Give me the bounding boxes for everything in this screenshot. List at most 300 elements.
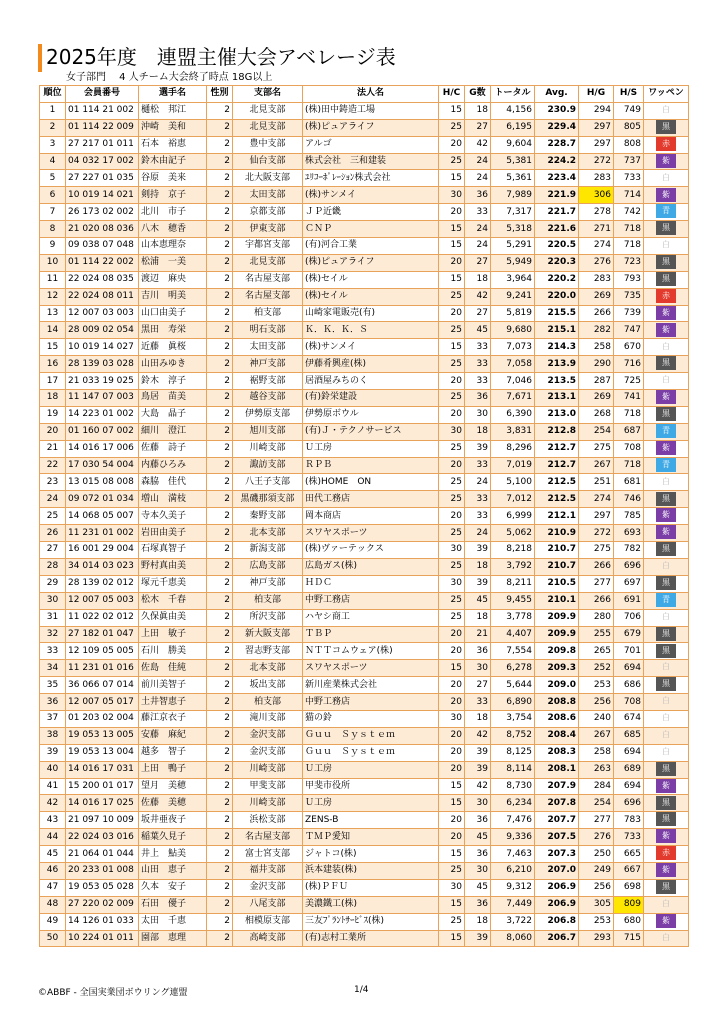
- average-cell: 220.5: [535, 238, 579, 255]
- gender-cell: 2: [207, 271, 233, 288]
- wappen-badge: 紫: [656, 863, 676, 877]
- total-cell: 3,964: [491, 271, 535, 288]
- high-game-cell: 268: [579, 406, 614, 423]
- wappen-badge: 赤: [656, 289, 676, 303]
- high-series-cell: 742: [614, 204, 644, 221]
- player-name-cell: 樋松 邦江: [139, 102, 207, 119]
- branch-cell: 太田支部: [233, 187, 303, 204]
- company-cell: (株)田中鋳造工場: [303, 102, 439, 119]
- wappen-cell: [644, 879, 689, 896]
- player-name-cell: 園部 恵理: [139, 930, 207, 947]
- handicap-cell: 20: [439, 761, 465, 778]
- table-row: [40, 525, 689, 542]
- wappen-badge: 白: [662, 898, 670, 908]
- player-name-cell: 佐島 佳純: [139, 660, 207, 677]
- page-title: 2025年度 連盟主催大会アベレージ表: [46, 45, 396, 69]
- average-cell: 212.5: [535, 491, 579, 508]
- high-series-cell: 667: [614, 862, 644, 879]
- handicap-cell: 25: [439, 862, 465, 879]
- player-name-cell: 鈴木由記子: [139, 153, 207, 170]
- high-game-cell: 256: [579, 694, 614, 711]
- table-row: [40, 491, 689, 508]
- member-number-cell: 14 223 01 002: [66, 406, 139, 423]
- total-cell: 3,792: [491, 558, 535, 575]
- total-cell: 7,671: [491, 390, 535, 407]
- average-cell: 209.9: [535, 609, 579, 626]
- company-cell: (株)ピュアライフ: [303, 119, 439, 136]
- total-cell: 7,046: [491, 373, 535, 390]
- high-series-cell: 680: [614, 913, 644, 930]
- games-cell: 33: [465, 508, 491, 525]
- table-row: [40, 913, 689, 930]
- table-row: [40, 795, 689, 812]
- gender-cell: 2: [207, 896, 233, 913]
- branch-cell: 名古屋支部: [233, 829, 303, 846]
- average-cell: 210.9: [535, 525, 579, 542]
- high-series-cell: 809: [614, 896, 644, 913]
- player-name-cell: 剣持 京子: [139, 187, 207, 204]
- member-number-cell: 19 053 13 005: [66, 727, 139, 744]
- player-name-cell: 望月 美穂: [139, 778, 207, 795]
- player-name-cell: 山本恵理奈: [139, 238, 207, 255]
- wappen-badge: 青: [656, 593, 676, 607]
- high-series-cell: 805: [614, 119, 644, 136]
- company-cell: Ｕ工房: [303, 795, 439, 812]
- branch-cell: 八王子支部: [233, 474, 303, 491]
- table-row: [40, 862, 689, 879]
- gender-cell: 2: [207, 305, 233, 322]
- table-row: [40, 474, 689, 491]
- branch-cell: 伊東支部: [233, 221, 303, 238]
- high-game-cell: 297: [579, 508, 614, 525]
- high-series-cell: 670: [614, 339, 644, 356]
- gender-cell: 2: [207, 339, 233, 356]
- high-game-cell: 240: [579, 710, 614, 727]
- table-row: [40, 677, 689, 694]
- high-game-cell: 277: [579, 575, 614, 592]
- games-cell: 39: [465, 930, 491, 947]
- handicap-cell: 25: [439, 525, 465, 542]
- table-row: [40, 744, 689, 761]
- total-cell: 8,211: [491, 575, 535, 592]
- wappen-badge: 紫: [656, 306, 676, 320]
- gender-cell: 2: [207, 744, 233, 761]
- company-cell: 中野工務店: [303, 592, 439, 609]
- gender-cell: 2: [207, 727, 233, 744]
- member-number-cell: 11 231 01 002: [66, 525, 139, 542]
- total-cell: 9,680: [491, 322, 535, 339]
- games-cell: 33: [465, 491, 491, 508]
- wappen-cell: [644, 744, 689, 761]
- handicap-cell: 30: [439, 423, 465, 440]
- branch-cell: 諏訪支部: [233, 457, 303, 474]
- gender-cell: 2: [207, 491, 233, 508]
- member-number-cell: 15 200 01 017: [66, 778, 139, 795]
- high-series-cell: 689: [614, 761, 644, 778]
- rank-cell: 4: [40, 153, 66, 170]
- games-cell: 33: [465, 457, 491, 474]
- games-cell: 42: [465, 778, 491, 795]
- total-cell: 8,218: [491, 542, 535, 559]
- average-cell: 210.7: [535, 542, 579, 559]
- average-cell: 220.2: [535, 271, 579, 288]
- rank-cell: 48: [40, 896, 66, 913]
- average-cell: 206.8: [535, 913, 579, 930]
- player-name-cell: 石本 裕恵: [139, 136, 207, 153]
- games-cell: 36: [465, 390, 491, 407]
- high-series-cell: 694: [614, 778, 644, 795]
- total-cell: 8,114: [491, 761, 535, 778]
- player-name-cell: 山口由美子: [139, 305, 207, 322]
- company-cell: スワヤスポーツ: [303, 525, 439, 542]
- gender-cell: 2: [207, 761, 233, 778]
- member-number-cell: 27 227 01 035: [66, 170, 139, 187]
- wappen-badge: 青: [656, 424, 676, 438]
- table-header-row: [40, 86, 689, 103]
- title-accent-bar: [38, 44, 42, 72]
- wappen-badge: 白: [662, 746, 670, 756]
- games-cell: 18: [465, 558, 491, 575]
- wappen-cell: [644, 626, 689, 643]
- average-cell: 212.7: [535, 457, 579, 474]
- gender-cell: 2: [207, 423, 233, 440]
- header-rank: 順位: [40, 86, 66, 103]
- gender-cell: 2: [207, 102, 233, 119]
- handicap-cell: 15: [439, 102, 465, 119]
- high-series-cell: 681: [614, 474, 644, 491]
- wappen-cell: [644, 694, 689, 711]
- member-number-cell: 01 114 21 002: [66, 102, 139, 119]
- high-series-cell: 698: [614, 879, 644, 896]
- gender-cell: 2: [207, 710, 233, 727]
- handicap-cell: 20: [439, 508, 465, 525]
- handicap-cell: 15: [439, 846, 465, 863]
- member-number-cell: 21 033 19 025: [66, 373, 139, 390]
- high-game-cell: 283: [579, 170, 614, 187]
- wappen-badge: 青: [656, 458, 676, 472]
- wappen-badge: 紫: [656, 441, 676, 455]
- wappen-cell: [644, 778, 689, 795]
- games-cell: 36: [465, 896, 491, 913]
- rank-cell: 30: [40, 592, 66, 609]
- player-name-cell: 越多 智子: [139, 744, 207, 761]
- wappen-cell: [644, 525, 689, 542]
- player-name-cell: 佐藤 詩子: [139, 440, 207, 457]
- company-cell: ＪＰ近畿: [303, 204, 439, 221]
- gender-cell: 2: [207, 609, 233, 626]
- footer-page-number: 1/4: [354, 985, 369, 995]
- games-cell: 18: [465, 710, 491, 727]
- company-cell: 居酒屋みちのく: [303, 373, 439, 390]
- games-cell: 36: [465, 643, 491, 660]
- high-game-cell: 275: [579, 440, 614, 457]
- wappen-badge: 白: [662, 341, 670, 351]
- high-series-cell: 696: [614, 795, 644, 812]
- player-name-cell: 前川美智子: [139, 677, 207, 694]
- wappen-cell: [644, 187, 689, 204]
- high-game-cell: 282: [579, 322, 614, 339]
- gender-cell: 2: [207, 254, 233, 271]
- rank-cell: 36: [40, 694, 66, 711]
- rank-cell: 19: [40, 406, 66, 423]
- branch-cell: 神戸支部: [233, 356, 303, 373]
- member-number-cell: 22 024 03 016: [66, 829, 139, 846]
- games-cell: 42: [465, 136, 491, 153]
- member-number-cell: 11 231 01 016: [66, 660, 139, 677]
- rank-cell: 13: [40, 305, 66, 322]
- high-series-cell: 718: [614, 457, 644, 474]
- gender-cell: 2: [207, 575, 233, 592]
- average-table: [39, 85, 689, 947]
- high-series-cell: 714: [614, 187, 644, 204]
- company-cell: 山崎家電販売(有): [303, 305, 439, 322]
- handicap-cell: 30: [439, 879, 465, 896]
- games-cell: 27: [465, 254, 491, 271]
- average-cell: 214.3: [535, 339, 579, 356]
- wappen-badge: 黒: [656, 542, 676, 556]
- handicap-cell: 20: [439, 626, 465, 643]
- wappen-cell: [644, 862, 689, 879]
- member-number-cell: 01 114 22 009: [66, 119, 139, 136]
- branch-cell: 名古屋支部: [233, 271, 303, 288]
- rank-cell: 45: [40, 846, 66, 863]
- table-row: [40, 812, 689, 829]
- player-name-cell: 井上 鮎美: [139, 846, 207, 863]
- high-game-cell: 274: [579, 491, 614, 508]
- header-high-series: H/S: [614, 86, 644, 103]
- wappen-cell: [644, 221, 689, 238]
- rank-cell: 37: [40, 710, 66, 727]
- high-game-cell: 252: [579, 660, 614, 677]
- player-name-cell: 野村真由美: [139, 558, 207, 575]
- rank-cell: 14: [40, 322, 66, 339]
- wappen-badge: 黒: [656, 677, 676, 691]
- handicap-cell: 15: [439, 795, 465, 812]
- handicap-cell: 15: [439, 778, 465, 795]
- handicap-cell: 20: [439, 136, 465, 153]
- rank-cell: 9: [40, 238, 66, 255]
- rank-cell: 42: [40, 795, 66, 812]
- rank-cell: 1: [40, 102, 66, 119]
- company-cell: 猫の鈴: [303, 710, 439, 727]
- average-cell: 208.1: [535, 761, 579, 778]
- gender-cell: 2: [207, 846, 233, 863]
- header-company: 法人名: [303, 86, 439, 103]
- wappen-cell: [644, 254, 689, 271]
- high-series-cell: 808: [614, 136, 644, 153]
- high-game-cell: 290: [579, 356, 614, 373]
- total-cell: 3,722: [491, 913, 535, 930]
- rank-cell: 46: [40, 862, 66, 879]
- average-cell: 209.9: [535, 626, 579, 643]
- average-cell: 209.8: [535, 643, 579, 660]
- total-cell: 8,060: [491, 930, 535, 947]
- high-game-cell: 258: [579, 744, 614, 761]
- wappen-cell: [644, 238, 689, 255]
- gender-cell: 2: [207, 440, 233, 457]
- handicap-cell: 25: [439, 592, 465, 609]
- games-cell: 18: [465, 609, 491, 626]
- member-number-cell: 10 019 14 027: [66, 339, 139, 356]
- wappen-cell: [644, 812, 689, 829]
- wappen-badge: 黒: [656, 762, 676, 776]
- high-series-cell: 701: [614, 643, 644, 660]
- rank-cell: 3: [40, 136, 66, 153]
- average-cell: 208.6: [535, 710, 579, 727]
- branch-cell: 高崎支部: [233, 930, 303, 947]
- gender-cell: 2: [207, 406, 233, 423]
- page-subtitle: 女子部門 4 人チーム大会終了時点 18G以上: [66, 72, 273, 83]
- wappen-badge: 黒: [656, 796, 676, 810]
- wappen-cell: [644, 339, 689, 356]
- company-cell: (有)河合工業: [303, 238, 439, 255]
- high-series-cell: 694: [614, 744, 644, 761]
- gender-cell: 2: [207, 136, 233, 153]
- average-cell: 208.8: [535, 694, 579, 711]
- average-cell: 221.7: [535, 204, 579, 221]
- games-cell: 24: [465, 525, 491, 542]
- games-cell: 36: [465, 812, 491, 829]
- table-row: [40, 390, 689, 407]
- games-cell: 45: [465, 592, 491, 609]
- high-game-cell: 256: [579, 879, 614, 896]
- average-cell: 220.0: [535, 288, 579, 305]
- average-cell: 212.8: [535, 423, 579, 440]
- games-cell: 33: [465, 694, 491, 711]
- games-cell: 45: [465, 322, 491, 339]
- high-series-cell: 739: [614, 305, 644, 322]
- average-cell: 224.2: [535, 153, 579, 170]
- total-cell: 5,949: [491, 254, 535, 271]
- branch-cell: 相模原支部: [233, 913, 303, 930]
- average-cell: 210.5: [535, 575, 579, 592]
- wappen-cell: [644, 592, 689, 609]
- games-cell: 27: [465, 677, 491, 694]
- total-cell: 6,278: [491, 660, 535, 677]
- wappen-cell: [644, 440, 689, 457]
- average-cell: 207.9: [535, 778, 579, 795]
- wappen-badge: 黒: [656, 120, 676, 134]
- table-row: [40, 508, 689, 525]
- table-row: [40, 710, 689, 727]
- high-game-cell: 278: [579, 204, 614, 221]
- games-cell: 24: [465, 221, 491, 238]
- header-games: G数: [465, 86, 491, 103]
- branch-cell: 旭川支部: [233, 423, 303, 440]
- high-game-cell: 297: [579, 119, 614, 136]
- rank-cell: 25: [40, 508, 66, 525]
- rank-cell: 2: [40, 119, 66, 136]
- member-number-cell: 04 032 17 002: [66, 153, 139, 170]
- gender-cell: 2: [207, 508, 233, 525]
- branch-cell: 北本支部: [233, 660, 303, 677]
- total-cell: 5,291: [491, 238, 535, 255]
- wappen-cell: [644, 102, 689, 119]
- player-name-cell: 八木 穂香: [139, 221, 207, 238]
- gender-cell: 2: [207, 795, 233, 812]
- total-cell: 3,831: [491, 423, 535, 440]
- gender-cell: 2: [207, 221, 233, 238]
- high-game-cell: 293: [579, 930, 614, 947]
- handicap-cell: 20: [439, 406, 465, 423]
- total-cell: 5,361: [491, 170, 535, 187]
- high-series-cell: 725: [614, 373, 644, 390]
- player-name-cell: 谷原 美来: [139, 170, 207, 187]
- member-number-cell: 34 014 03 023: [66, 558, 139, 575]
- total-cell: 6,999: [491, 508, 535, 525]
- rank-cell: 49: [40, 913, 66, 930]
- table-row: [40, 373, 689, 390]
- branch-cell: 豊中支部: [233, 136, 303, 153]
- rank-cell: 28: [40, 558, 66, 575]
- table-row: [40, 305, 689, 322]
- table-row: [40, 727, 689, 744]
- games-cell: 27: [465, 119, 491, 136]
- handicap-cell: 25: [439, 153, 465, 170]
- average-cell: 213.0: [535, 406, 579, 423]
- games-cell: 24: [465, 153, 491, 170]
- games-cell: 30: [465, 795, 491, 812]
- company-cell: (株)サンメイ: [303, 187, 439, 204]
- member-number-cell: 22 024 08 035: [66, 271, 139, 288]
- rank-cell: 5: [40, 170, 66, 187]
- player-name-cell: 大島 晶子: [139, 406, 207, 423]
- handicap-cell: 20: [439, 305, 465, 322]
- high-series-cell: 708: [614, 440, 644, 457]
- player-name-cell: 黒田 寿栄: [139, 322, 207, 339]
- high-game-cell: 267: [579, 727, 614, 744]
- gender-cell: 2: [207, 829, 233, 846]
- wappen-badge: 黒: [656, 221, 676, 235]
- table-row: [40, 322, 689, 339]
- games-cell: 30: [465, 660, 491, 677]
- company-cell: ＴＭＰ愛知: [303, 829, 439, 846]
- branch-cell: 北見支部: [233, 102, 303, 119]
- wappen-badge: 黒: [656, 356, 676, 370]
- total-cell: 6,210: [491, 862, 535, 879]
- player-name-cell: 上田 敏子: [139, 626, 207, 643]
- wappen-badge: 紫: [656, 525, 676, 539]
- wappen-cell: [644, 204, 689, 221]
- wappen-badge: 紫: [656, 154, 676, 168]
- high-game-cell: 275: [579, 542, 614, 559]
- gender-cell: 2: [207, 119, 233, 136]
- member-number-cell: 12 007 03 003: [66, 305, 139, 322]
- high-series-cell: 674: [614, 710, 644, 727]
- high-series-cell: 696: [614, 558, 644, 575]
- handicap-cell: 25: [439, 609, 465, 626]
- gender-cell: 2: [207, 626, 233, 643]
- member-number-cell: 09 038 07 048: [66, 238, 139, 255]
- wappen-cell: [644, 119, 689, 136]
- table-row: [40, 694, 689, 711]
- wappen-badge: 白: [662, 476, 670, 486]
- gender-cell: 2: [207, 525, 233, 542]
- handicap-cell: 25: [439, 491, 465, 508]
- table-row: [40, 626, 689, 643]
- high-game-cell: 254: [579, 795, 614, 812]
- member-number-cell: 12 007 05 003: [66, 592, 139, 609]
- branch-cell: 川崎支部: [233, 761, 303, 778]
- gender-cell: 2: [207, 238, 233, 255]
- high-game-cell: 305: [579, 896, 614, 913]
- total-cell: 9,312: [491, 879, 535, 896]
- company-cell: 浜本建装(株): [303, 862, 439, 879]
- games-cell: 39: [465, 575, 491, 592]
- rank-cell: 47: [40, 879, 66, 896]
- wappen-badge: 黒: [656, 255, 676, 269]
- games-cell: 33: [465, 356, 491, 373]
